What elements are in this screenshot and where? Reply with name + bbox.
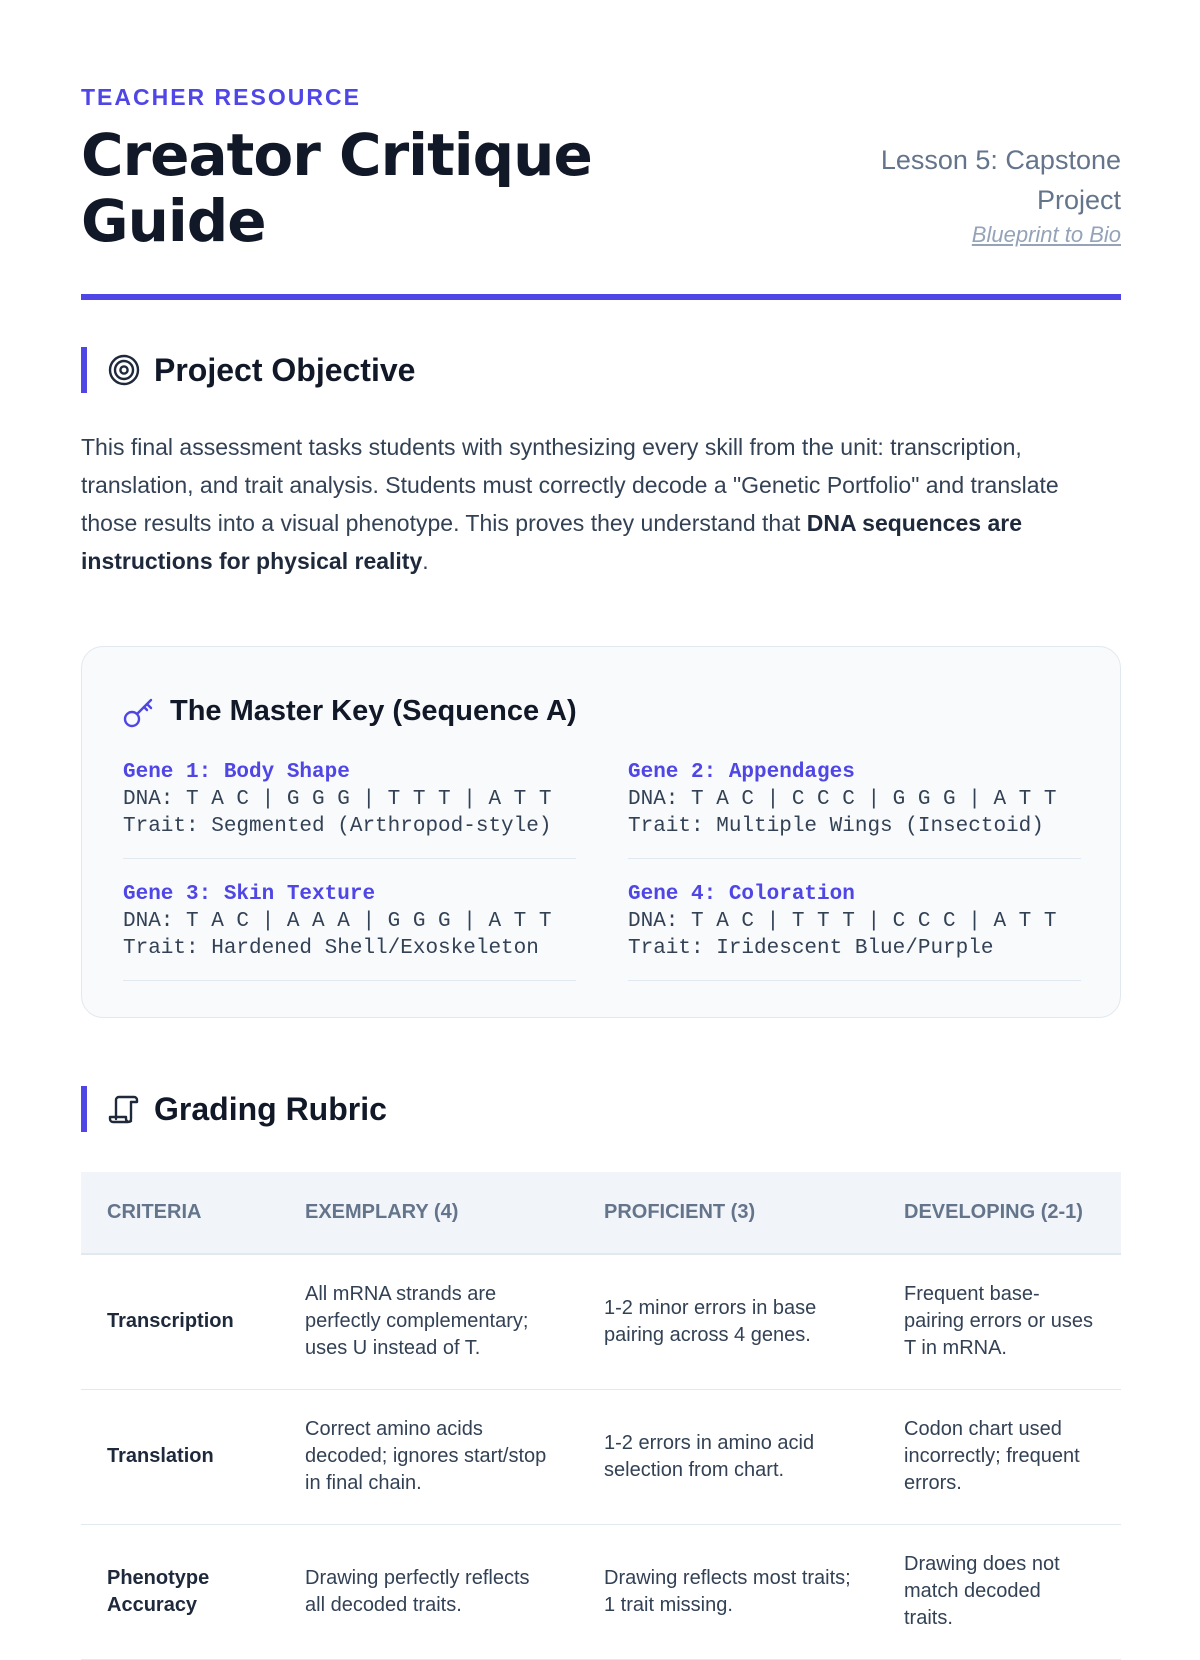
scroll-icon: [107, 1092, 141, 1126]
objective-heading: [81, 347, 1121, 393]
column-header: PROFICIENT (3): [578, 1172, 878, 1254]
gene-dna: DNA: T A C | T T T | C C C | A T T: [628, 910, 1057, 933]
gene-trait: Trait: Hardened Shell/Exoskeleton: [123, 937, 539, 960]
objective-end: .: [422, 548, 429, 574]
gene-dna: DNA: T A C | G G G | T T T | A T T: [123, 788, 552, 811]
developing-cell: Frequent base-pairing errors or uses T in mRNA.: [878, 1254, 1121, 1389]
criteria-cell: Transcription: [81, 1254, 279, 1389]
key-icon: [122, 695, 156, 729]
column-header: EXEMPLARY (4): [279, 1172, 578, 1254]
table-header-row: [81, 1172, 1121, 1254]
gene-dna: DNA: T A C | A A A | G G G | A T T: [123, 910, 552, 933]
section-accent-bar: [81, 347, 87, 393]
lesson-label: Lesson 5: Capstone Project: [880, 145, 1121, 215]
exemplary-cell: Drawing perfectly reflects all decoded traits.: [279, 1524, 578, 1659]
table-row: [81, 1389, 1121, 1524]
gene-entry: [628, 759, 1081, 859]
page-header: [81, 80, 1121, 300]
gene-trait: Trait: Iridescent Blue/Purple: [628, 937, 994, 960]
target-icon: [107, 353, 141, 387]
unit-link[interactable]: Blueprint to Bio: [971, 222, 1121, 247]
developing-cell: Codon chart used incorrectly; frequent errors.: [878, 1389, 1121, 1524]
rubric-heading: [81, 1086, 1121, 1132]
section-title: Grading Rubric: [154, 1091, 387, 1127]
page-title: Creator Critique Guide: [81, 121, 592, 255]
column-header: CRITERIA: [81, 1172, 279, 1254]
proficient-cell: 1-2 errors in amino acid selection from chart.: [578, 1389, 878, 1524]
master-key-title: The Master Key (Sequence A): [170, 695, 577, 727]
gene-name: Gene 4: Coloration: [628, 883, 855, 906]
objective-emphasis: DNA sequences are instructions for physical reality: [81, 510, 1022, 574]
section-accent-bar: [81, 1086, 87, 1132]
column-header: DEVELOPING (2-1): [878, 1172, 1121, 1254]
exemplary-cell: All mRNA strands are perfectly complementary; uses U instead of T.: [279, 1254, 578, 1389]
master-key-card: [81, 646, 1121, 1018]
developing-cell: Drawing does not match decoded traits.: [878, 1524, 1121, 1659]
section-title: Project Objective: [154, 352, 416, 388]
gene-entry: [628, 881, 1081, 981]
gene-entry: [123, 759, 576, 859]
table-row: [81, 1254, 1121, 1389]
gene-trait: Trait: Segmented (Arthropod-style): [123, 815, 552, 838]
objective-body: This final assessment tasks students with synthesizing every skill from the unit: transcription, translation, and trait analysis. Students must correctly decode a "Genetic Portfolio" and translate those results into a visual phenotype. This proves they understand that: [81, 434, 1059, 536]
gene-trait: Trait: Multiple Wings (Insectoid): [628, 815, 1044, 838]
eyebrow-label: TEACHER RESOURCE: [81, 84, 361, 110]
gene-entry: [123, 881, 576, 981]
grading-rubric-table: [81, 1172, 1121, 1660]
criteria-cell: Translation: [81, 1389, 279, 1524]
criteria-cell: Phenotype Accuracy: [81, 1524, 279, 1659]
header-divider: [81, 294, 1121, 300]
proficient-cell: 1-2 minor errors in base pairing across 4 genes.: [578, 1254, 878, 1389]
gene-name: Gene 3: Skin Texture: [123, 883, 376, 906]
table-row: [81, 1524, 1121, 1659]
gene-name: Gene 2: Appendages: [628, 761, 855, 784]
exemplary-cell: Correct amino acids decoded; ignores start/stop in final chain.: [279, 1389, 578, 1524]
gene-name: Gene 1: Body Shape: [123, 761, 350, 784]
gene-dna: DNA: T A C | C C C | G G G | A T T: [628, 788, 1057, 811]
objective-text: [81, 428, 1121, 580]
proficient-cell: Drawing reflects most traits; 1 trait missing.: [578, 1524, 878, 1659]
